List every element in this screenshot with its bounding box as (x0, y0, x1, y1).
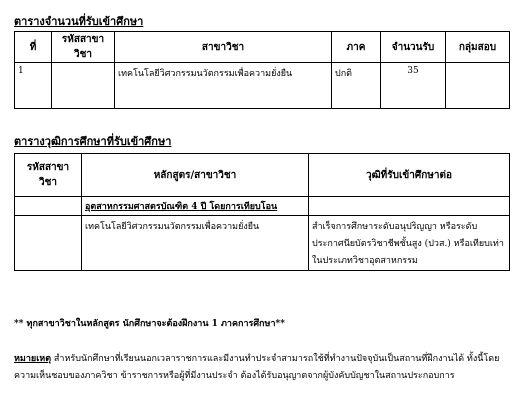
internship-note: ** ทุกสาขาวิชาในหลักสูตร นักศึกษาจะต้องฝึกงาน 1 ภาคการศึกษา** (14, 319, 285, 329)
cell-qualification: สำเร็จการศึกษาระดับอนุปริญญา หรือระดับประกาศนียบัตรวิชาชีพชั้นสูง (ปวส.) หรือเทียบเท่า ในประเภทวิชาอุตสาหกรรม (309, 216, 510, 271)
cell-count: 35 (381, 63, 446, 109)
remark-text: สำหรับนักศึกษาที่เรียนนอกเวลาราชการและมีงานทำประจำสามารถใช้ที่ทำงานปัจจุบันเป็นสถานที่ฝึกงานได้ ทั้งนี้โดยความเห็นชอบของภาควิชา ข้าราชการหรือผู้ที่มีงานประจำ ต้องได้รับอนุญาตจากผู้บังคับบัญชาในสถานประกอบการ (14, 354, 500, 381)
qualification-table (14, 153, 510, 271)
section2-title: ตารางวุฒิการศึกษาที่รับเข้าศึกษา (14, 135, 172, 148)
program-title: อุตสาหกรรมศาสตรบัณฑิต 4 ปี โดยการเทียบโอน (82, 197, 309, 216)
col-header-count: จำนวนรับ (381, 32, 446, 63)
quota-table (14, 31, 510, 109)
table-row (15, 216, 510, 271)
table-row (15, 63, 510, 109)
cell-no: 1 (15, 63, 52, 109)
section1-title: ตารางจำนวนที่รับเข้าศึกษา (14, 15, 144, 28)
cell-major: เทคโนโลยีวิศวกรรมนวัตกรรมเพื่อความยั่งยืน (115, 63, 332, 109)
cell-code (52, 63, 115, 109)
cell-group (446, 63, 510, 109)
col-header-no: ที่ (15, 32, 52, 63)
cell-major: เทคโนโลยีวิศวกรรมนวัตกรรมเพื่อความยั่งยืน (82, 216, 309, 271)
cell-code (15, 216, 82, 271)
table-row (15, 197, 510, 216)
cell-empty (309, 197, 510, 216)
cell-empty (15, 197, 82, 216)
table-header-row (15, 154, 510, 197)
col-header-major: หลักสูตร/สาขาวิชา (82, 154, 309, 197)
col-header-qualification: วุฒิที่รับเข้าศึกษาต่อ (309, 154, 510, 197)
col-header-term: ภาค (332, 32, 381, 63)
col-header-major: สาขาวิชา (115, 32, 332, 63)
remark-block (14, 351, 510, 385)
col-header-code: รหัสสาขาวิชา (52, 32, 115, 63)
remark-label: หมายเหตุ (14, 354, 52, 364)
cell-term: ปกติ (332, 63, 381, 109)
col-header-group: กลุ่มสอบ (446, 32, 510, 63)
col-header-code: รหัสสาขาวิชา (15, 154, 82, 197)
table-header-row (15, 32, 510, 63)
